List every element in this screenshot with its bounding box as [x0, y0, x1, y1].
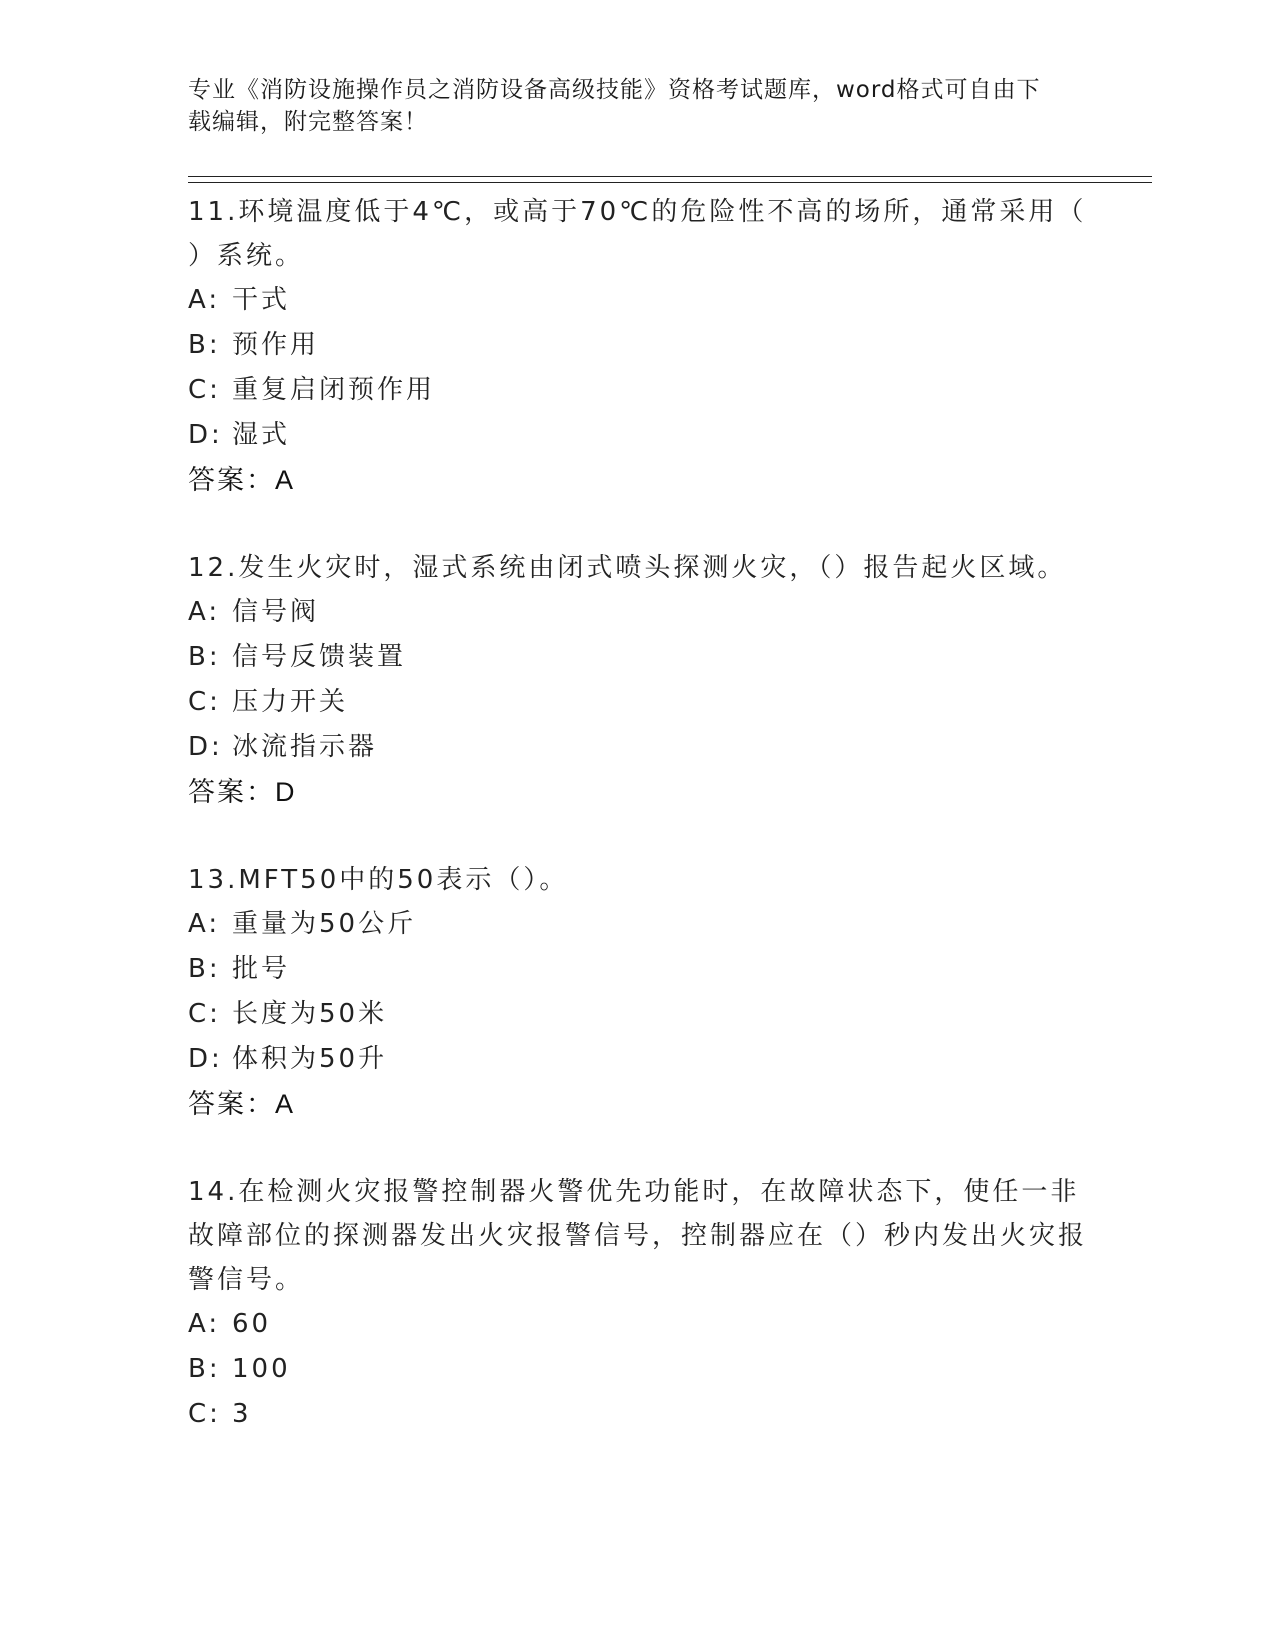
option-c: [188, 680, 1088, 725]
option-text: 信号阀: [232, 597, 320, 627]
option-letter: C:: [188, 999, 221, 1029]
option-letter: B:: [188, 954, 221, 984]
option-a: [188, 902, 1088, 947]
answer-line: 答案：A: [188, 1089, 296, 1119]
option-text: 预作用: [232, 330, 320, 360]
option-letter: A:: [188, 1309, 221, 1339]
option-text: 重复启闭预作用: [232, 375, 436, 405]
option-a: [188, 278, 1088, 323]
option-text: 信号反馈装置: [232, 642, 407, 672]
question-stem: 11.环境温度低于4℃，或高于70℃的危险性不高的场所，通常采用（ ）系统。: [188, 197, 1087, 271]
option-letter: D:: [188, 1044, 223, 1074]
option-letter: A:: [188, 909, 221, 939]
question-13: [188, 858, 1088, 1126]
option-letter: B:: [188, 642, 221, 672]
option-a: [188, 1302, 1088, 1347]
header-divider-bottom: [188, 182, 1152, 183]
document-header: [188, 74, 1068, 138]
option-letter: B:: [188, 330, 221, 360]
option-text: 长度为50米: [232, 999, 388, 1029]
question-stem: 12.发生火灾时，湿式系统由闭式喷头探测火灾，（）报告起火区域。: [188, 553, 1067, 583]
option-text: 体积为50升: [232, 1044, 388, 1074]
question-stem: 14.在检测火灾报警控制器火警优先功能时，在故障状态下，使任一非故障部位的探测器发出火灾报警信号，控制器应在（）秒内发出火灾报警信号。: [188, 1177, 1088, 1295]
question-list: [188, 190, 1088, 1481]
option-text: 干式: [232, 285, 291, 315]
option-text: 湿式: [232, 420, 291, 450]
header-divider-top: [188, 176, 1152, 177]
option-text: 100: [232, 1354, 291, 1384]
option-letter: C:: [188, 1399, 221, 1429]
option-letter: C:: [188, 687, 221, 717]
option-c: [188, 368, 1088, 413]
option-letter: A:: [188, 597, 221, 627]
option-text: 3: [232, 1399, 252, 1429]
option-c: [188, 1392, 1088, 1437]
option-text: 批号: [232, 954, 291, 984]
question-11: [188, 190, 1088, 502]
option-a: [188, 590, 1088, 635]
option-b: [188, 947, 1088, 992]
option-text: 60: [232, 1309, 272, 1339]
option-d: [188, 413, 1088, 458]
answer-line: 答案：D: [188, 777, 297, 807]
option-letter: D:: [188, 420, 223, 450]
header-line-2: 载编辑，附完整答案！: [188, 109, 428, 135]
option-text: 冰流指示器: [232, 732, 378, 762]
question-stem: 13.MFT50中的50表示（）。: [188, 865, 569, 895]
question-14: [188, 1170, 1088, 1437]
option-letter: C:: [188, 375, 221, 405]
option-d: [188, 725, 1088, 770]
option-text: 重量为50公斤: [232, 909, 417, 939]
option-b: [188, 635, 1088, 680]
option-letter: D:: [188, 732, 223, 762]
header-line-1: 专业《消防设施操作员之消防设备高级技能》资格考试题库，word格式可自由下: [188, 77, 1041, 103]
option-text: 压力开关: [232, 687, 349, 717]
option-c: [188, 992, 1088, 1037]
option-d: [188, 1037, 1088, 1082]
option-letter: A:: [188, 285, 221, 315]
option-letter: B:: [188, 1354, 221, 1384]
question-12: [188, 546, 1088, 814]
option-b: [188, 1347, 1088, 1392]
answer-line: 答案：A: [188, 465, 296, 495]
option-b: [188, 323, 1088, 368]
